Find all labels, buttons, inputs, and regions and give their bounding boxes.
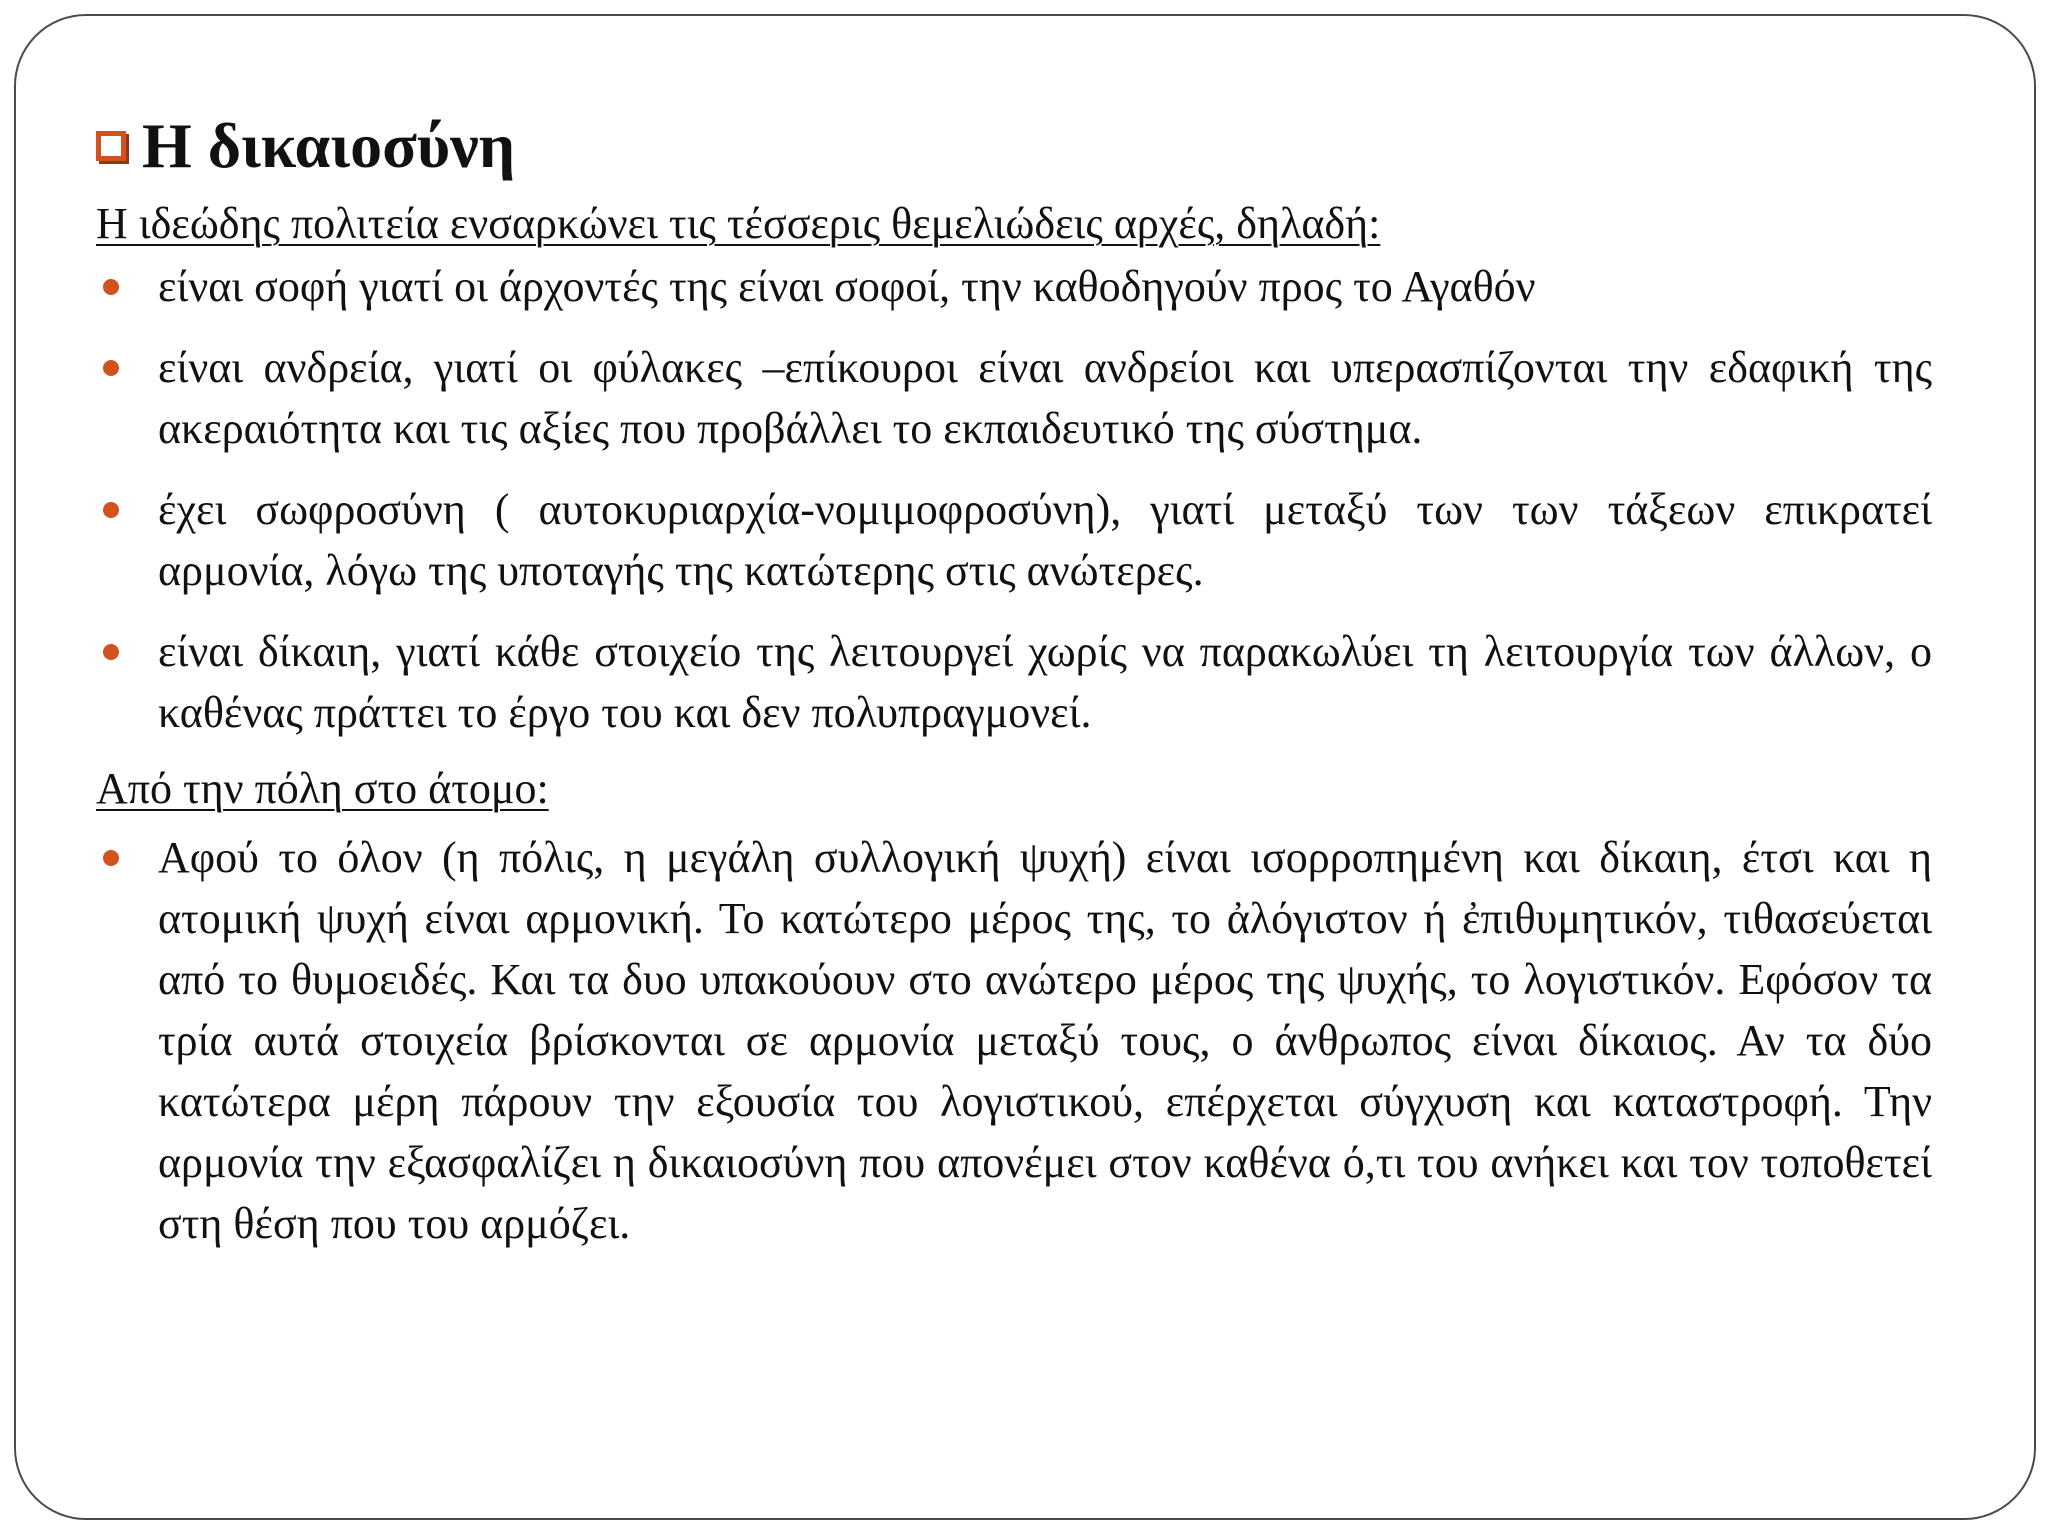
slide-title: Η δικαιοσύνη [142,110,516,181]
list-item-text: είναι σοφή γιατί οι άρχοντές της είναι σοφοί, την καθοδηγούν προς το Αγαθόν [158,262,1536,311]
slide-content [96,196,1932,1274]
bullet-dot-icon [103,850,119,866]
list-item [96,827,1932,1254]
slide [14,14,2036,1520]
bullet-dot-icon [103,644,119,660]
list-item [96,479,1932,601]
list-item [96,621,1932,743]
bullet-list-virtues [96,256,1932,743]
list-item-text: Αφού το όλον (η πόλις, η μεγάλη συλλογική ψυχή) είναι ισορροπημένη και δίκαιη, έτσι και η ατομική ψυχή είναι αρμονική. Το κατώτερο μέρος της, το ἀλόγιστον ή ἐπιθυμητικόν, τιθασεύεται από το θυμοειδές. Και τα δυο υπακούουν στο ανώτερο μέρος της ψυχής, το λογιστικόν. Εφόσον τα τρία αυτά στοιχεία βρίσκονται σε αρμονία μεταξύ τους, ο άνθρωπος είναι δίκαιος. Αν τα δύο κατώτερα μέρη πάρουν την εξουσία του λογιστικού, επέρχεται σύγχυση και καταστροφή. Την αρμονία την εξασφαλίζει η δικαιοσύνη που απονέμει στον καθένα ό,τι του ανήκει και τον τοποθετεί στη θέση που του αρμόζει. [158,833,1932,1248]
list-item [96,337,1932,459]
list-item-text: είναι ανδρεία, γιατί οι φύλακες –επίκουροι είναι ανδρείοι και υπερασπίζονται την εδαφική της ακεραιότητα και τις αξίες που προβάλλει το εκπαιδευτικό της σύστημα. [158,343,1932,453]
list-item [96,256,1932,317]
list-item-text: έχει σωφροσύνη ( αυτοκυριαρχία-νομιμοφροσύνη), γιατί μεταξύ των των τάξεων επικρατεί αρμονία, λόγω της υποταγής της κατώτερης στις ανώτερες. [158,485,1932,595]
heading-ideal-state: Η ιδεώδης πολιτεία ενσαρκώνει τις τέσσερις θεμελιώδεις αρχές, δηλαδή: [96,199,1381,248]
checkbox-bullet-icon [96,131,126,161]
heading-city-to-individual: Από την πόλη στο άτομο: [96,764,549,813]
list-item-text: είναι δίκαιη, γιατί κάθε στοιχείο της λειτουργεί χωρίς να παρακωλύει τη λειτουργία των άλλων, ο καθένας πράττει το έργο του και δεν πολυπραγμονεί. [158,627,1932,737]
bullet-dot-icon [103,360,119,376]
title-row [96,106,515,186]
bullet-dot-icon [103,502,119,518]
bullet-list-soul [96,827,1932,1254]
bullet-dot-icon [103,279,119,295]
